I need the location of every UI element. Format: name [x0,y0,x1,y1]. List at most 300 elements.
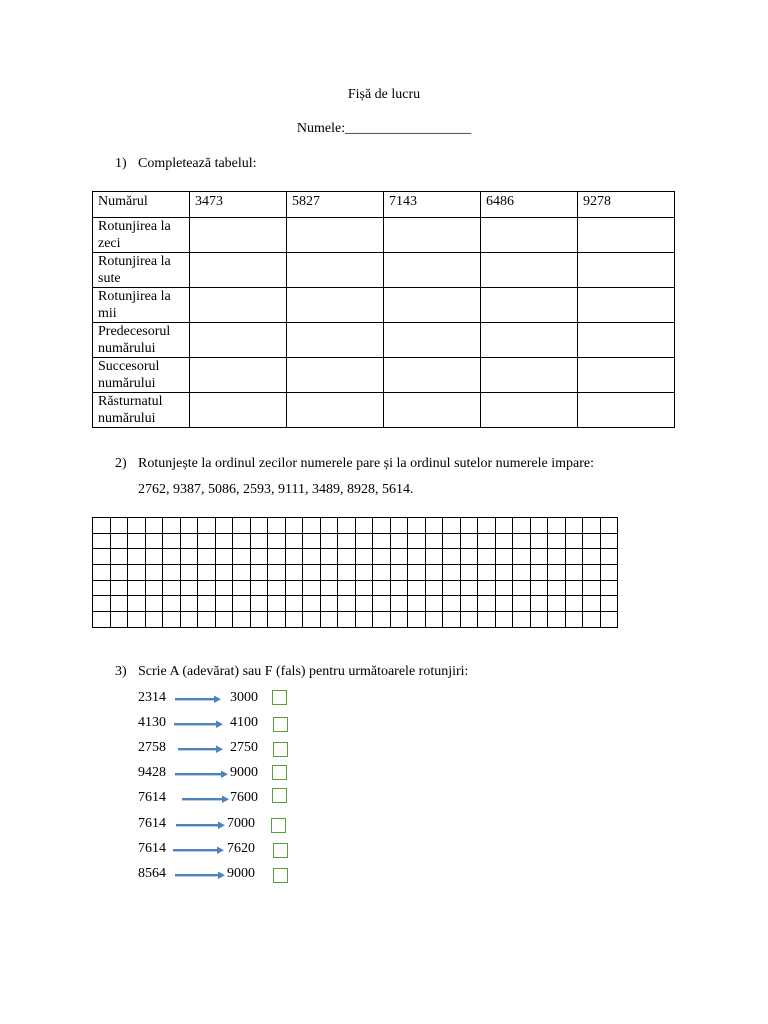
grid-cell[interactable] [180,596,198,612]
q1-text: Completează tabelul: [138,156,257,171]
answer-cell[interactable] [578,218,675,253]
grid-cell[interactable] [478,549,496,565]
answer-cell[interactable] [287,253,384,288]
answer-checkbox[interactable] [272,788,287,803]
grid-cell[interactable] [128,596,146,612]
grid-cell[interactable] [198,580,216,596]
grid-cell[interactable] [460,596,478,612]
grid-cell[interactable] [495,565,513,581]
grid-cell[interactable] [355,612,373,628]
grid-cell[interactable] [215,518,233,534]
grid-cell[interactable] [180,518,198,534]
grid-cell[interactable] [303,596,321,612]
grid-cell[interactable] [110,549,128,565]
rounding-item [138,765,308,785]
grid-cell[interactable] [268,565,286,581]
answer-cell[interactable] [578,358,675,393]
grid-cell[interactable] [355,580,373,596]
grid-cell[interactable] [268,549,286,565]
answer-cell[interactable] [287,358,384,393]
grid-cell[interactable] [478,518,496,534]
grid-row [93,518,618,534]
grid-cell[interactable] [303,518,321,534]
grid-cell[interactable] [110,580,128,596]
grid-cell[interactable] [548,596,566,612]
grid-cell[interactable] [268,580,286,596]
answer-checkbox[interactable] [272,690,287,705]
table-row [93,218,675,253]
grid-cell[interactable] [513,580,531,596]
rounding-item [138,715,308,735]
number-cell: 6486 [481,192,578,218]
grid-cell[interactable] [460,580,478,596]
grid-cell[interactable] [198,612,216,628]
grid-cell[interactable] [320,596,338,612]
grid-cell[interactable] [303,533,321,549]
grid-cell[interactable] [495,518,513,534]
grid-cell[interactable] [215,533,233,549]
grid-cell[interactable] [320,518,338,534]
grid-cell[interactable] [373,549,391,565]
grid-cell[interactable] [338,533,356,549]
grid-cell[interactable] [548,533,566,549]
rounded-number: 4100 [230,715,258,730]
grid-cell[interactable] [163,596,181,612]
grid-cell[interactable] [583,580,601,596]
grid-cell[interactable] [180,549,198,565]
grid-cell[interactable] [338,518,356,534]
grid-cell[interactable] [478,596,496,612]
answer-checkbox[interactable] [271,818,286,833]
grid-cell[interactable] [320,565,338,581]
grid-cell[interactable] [180,533,198,549]
answer-checkbox[interactable] [273,868,288,883]
grid-row [93,580,618,596]
grid-cell[interactable] [373,518,391,534]
grid-cell[interactable] [180,580,198,596]
grid-cell[interactable] [408,565,426,581]
row-label: Rotunjirea la zeci [93,218,190,253]
rounding-item [138,841,308,861]
grid-cell[interactable] [250,533,268,549]
answer-cell[interactable] [384,288,481,323]
rounding-item [138,816,308,836]
table-row [93,323,675,358]
grid-cell[interactable] [250,518,268,534]
answer-cell[interactable] [287,218,384,253]
grid-cell[interactable] [513,533,531,549]
grid-cell[interactable] [93,612,111,628]
q2-text: Rotunjește la ordinul zecilor numerele pare și la ordinul sutelor numerele impare: [138,456,595,471]
grid-cell[interactable] [233,565,251,581]
grid-cell[interactable] [320,580,338,596]
grid-cell[interactable] [250,596,268,612]
grid-cell[interactable] [443,596,461,612]
grid-cell[interactable] [355,565,373,581]
grid-cell[interactable] [338,549,356,565]
grid-cell[interactable] [565,565,583,581]
answer-cell[interactable] [481,323,578,358]
grid-cell[interactable] [233,596,251,612]
grid-cell[interactable] [93,596,111,612]
grid-cell[interactable] [390,518,408,534]
grid-cell[interactable] [513,518,531,534]
grid-cell[interactable] [303,549,321,565]
grid-cell[interactable] [215,612,233,628]
grid-cell[interactable] [93,549,111,565]
grid-cell[interactable] [565,612,583,628]
answer-cell[interactable] [287,393,384,428]
grid-cell[interactable] [390,565,408,581]
grid-cell[interactable] [390,612,408,628]
answer-cell[interactable] [384,358,481,393]
grid-cell[interactable] [600,580,618,596]
answer-cell[interactable] [384,218,481,253]
rounded-number: 9000 [227,866,255,881]
grid-cell[interactable] [128,549,146,565]
grid-cell[interactable] [390,596,408,612]
grid-cell[interactable] [530,533,548,549]
grid-cell[interactable] [338,565,356,581]
original-number: 7614 [138,841,166,856]
grid-cell[interactable] [478,565,496,581]
grid-cell[interactable] [600,565,618,581]
grid-cell[interactable] [145,518,163,534]
grid-cell[interactable] [373,580,391,596]
grid-cell[interactable] [443,612,461,628]
grid-cell[interactable] [355,533,373,549]
grid-cell[interactable] [268,518,286,534]
grid-cell[interactable] [285,596,303,612]
grid-cell[interactable] [145,549,163,565]
grid-cell[interactable] [338,596,356,612]
header-label-cell: Numărul [93,192,190,218]
grid-cell[interactable] [495,549,513,565]
row-label: Rotunjirea la sute [93,253,190,288]
grid-cell[interactable] [128,518,146,534]
grid-cell[interactable] [93,580,111,596]
grid-cell[interactable] [198,549,216,565]
grid-cell[interactable] [425,533,443,549]
grid-cell[interactable] [233,612,251,628]
grid-cell[interactable] [180,565,198,581]
answer-checkbox[interactable] [273,843,288,858]
grid-cell[interactable] [285,565,303,581]
grid-cell[interactable] [198,565,216,581]
grid-cell[interactable] [565,518,583,534]
grid-cell[interactable] [128,533,146,549]
grid-cell[interactable] [530,612,548,628]
answer-cell[interactable] [190,288,287,323]
grid-cell[interactable] [513,565,531,581]
arrow-right-icon [173,845,225,855]
grid-cell[interactable] [285,580,303,596]
answer-cell[interactable] [578,288,675,323]
grid-cell[interactable] [548,549,566,565]
grid-cell[interactable] [338,612,356,628]
grid-cell[interactable] [530,549,548,565]
answer-cell[interactable] [481,288,578,323]
grid-cell[interactable] [268,612,286,628]
original-number: 9428 [138,765,166,780]
grid-cell[interactable] [565,549,583,565]
original-number: 2758 [138,740,166,755]
grid-cell[interactable] [233,549,251,565]
grid-cell[interactable] [495,580,513,596]
grid-cell[interactable] [425,612,443,628]
grid-cell[interactable] [565,580,583,596]
grid-cell[interactable] [145,565,163,581]
arrow-right-icon [174,719,224,729]
grid-cell[interactable] [128,565,146,581]
row-label: Succesorul numărului [93,358,190,393]
grid-cell[interactable] [320,612,338,628]
grid-cell[interactable] [110,565,128,581]
grid-cell[interactable] [548,612,566,628]
name-line: Numele:__________________ [296,121,472,136]
answer-cell[interactable] [384,253,481,288]
grid-cell[interactable] [600,549,618,565]
answer-cell[interactable] [481,253,578,288]
answer-checkbox[interactable] [273,717,288,732]
original-number: 2314 [138,690,166,705]
grid-cell[interactable] [600,518,618,534]
grid-cell[interactable] [180,612,198,628]
grid-cell[interactable] [583,612,601,628]
grid-cell[interactable] [443,580,461,596]
grid-cell[interactable] [110,596,128,612]
grid-cell[interactable] [408,549,426,565]
grid-cell[interactable] [548,580,566,596]
grid-cell[interactable] [338,580,356,596]
grid-cell[interactable] [425,596,443,612]
rounding-item [138,866,308,886]
answer-cell[interactable] [578,393,675,428]
grid-cell[interactable] [425,565,443,581]
grid-row [93,533,618,549]
grid-cell[interactable] [408,518,426,534]
grid-cell[interactable] [373,565,391,581]
grid-cell[interactable] [495,596,513,612]
answer-cell[interactable] [190,323,287,358]
grid-cell[interactable] [145,533,163,549]
grid-cell[interactable] [530,518,548,534]
answer-cell[interactable] [287,288,384,323]
grid-cell[interactable] [320,533,338,549]
grid-cell[interactable] [600,612,618,628]
grid-cell[interactable] [425,580,443,596]
number-cell: 7143 [384,192,481,218]
grid-cell[interactable] [408,533,426,549]
grid-cell[interactable] [583,533,601,549]
grid-cell[interactable] [215,596,233,612]
original-number: 4130 [138,715,166,730]
table-row [93,253,675,288]
grid-cell[interactable] [548,565,566,581]
number-cell: 9278 [578,192,675,218]
grid-cell[interactable] [145,612,163,628]
row-label: Rotunjirea la mii [93,288,190,323]
grid-cell[interactable] [355,596,373,612]
arrow-right-icon [176,820,226,830]
grid-cell[interactable] [548,518,566,534]
q2-numbers: 2762, 9387, 5086, 2593, 9111, 3489, 8928, 5614. [138,482,414,497]
grid-cell[interactable] [285,533,303,549]
number-cell: 3473 [190,192,287,218]
grid-cell[interactable] [583,565,601,581]
page-title: Fișă de lucru [347,87,421,102]
table-header-row [93,192,675,218]
answer-cell[interactable] [578,323,675,358]
answer-cell[interactable] [481,393,578,428]
grid-cell[interactable] [303,612,321,628]
grid-cell[interactable] [443,549,461,565]
grid-cell[interactable] [495,533,513,549]
grid-cell[interactable] [460,612,478,628]
grid-cell[interactable] [303,565,321,581]
answer-cell[interactable] [384,323,481,358]
grid-cell[interactable] [565,596,583,612]
grid-cell[interactable] [268,596,286,612]
grid-cell[interactable] [478,612,496,628]
grid-cell[interactable] [460,518,478,534]
grid-cell[interactable] [128,580,146,596]
grid-cell[interactable] [93,565,111,581]
grid-cell[interactable] [250,549,268,565]
grid-cell[interactable] [93,533,111,549]
grid-cell[interactable] [163,533,181,549]
grid-cell[interactable] [513,549,531,565]
grid-cell[interactable] [355,549,373,565]
grid-row [93,596,618,612]
rounding-item [138,790,308,810]
grid-cell[interactable] [128,612,146,628]
grid-cell[interactable] [163,580,181,596]
grid-cell[interactable] [163,612,181,628]
grid-cell[interactable] [460,533,478,549]
answer-checkbox[interactable] [273,742,288,757]
grid-cell[interactable] [320,549,338,565]
grid-cell[interactable] [443,565,461,581]
arrow-right-icon [182,794,230,804]
grid-cell[interactable] [198,518,216,534]
grid-cell[interactable] [250,612,268,628]
grid-cell[interactable] [408,596,426,612]
grid-cell[interactable] [373,612,391,628]
grid-cell[interactable] [513,596,531,612]
grid-row [93,565,618,581]
grid-cell[interactable] [390,580,408,596]
answer-cell[interactable] [190,393,287,428]
grid-cell[interactable] [110,518,128,534]
number-cell: 5827 [287,192,384,218]
grid-cell[interactable] [145,596,163,612]
grid-cell[interactable] [285,549,303,565]
grid-cell[interactable] [408,612,426,628]
grid-cell[interactable] [460,565,478,581]
rounded-number: 9000 [230,765,258,780]
arrow-right-icon [178,744,224,754]
grid-cell[interactable] [565,533,583,549]
grid-cell[interactable] [215,565,233,581]
grid-cell[interactable] [250,565,268,581]
answer-cell[interactable] [578,253,675,288]
answer-cell[interactable] [481,358,578,393]
grid-cell[interactable] [443,533,461,549]
table-row [93,393,675,428]
grid-cell[interactable] [425,518,443,534]
grid-cell[interactable] [583,549,601,565]
grid-cell[interactable] [163,549,181,565]
grid-cell[interactable] [390,533,408,549]
grid-cell[interactable] [198,596,216,612]
rounding-table [92,191,675,428]
grid-cell[interactable] [600,533,618,549]
answer-cell[interactable] [190,253,287,288]
grid-cell[interactable] [600,596,618,612]
answer-cell[interactable] [384,393,481,428]
answer-cell[interactable] [481,218,578,253]
grid-cell[interactable] [110,533,128,549]
grid-cell[interactable] [373,596,391,612]
grid-cell[interactable] [215,549,233,565]
grid-row [93,549,618,565]
rounding-item [138,690,308,710]
grid-cell[interactable] [390,549,408,565]
grid-cell[interactable] [583,596,601,612]
grid-cell[interactable] [250,580,268,596]
grid-cell[interactable] [530,596,548,612]
original-number: 8564 [138,866,166,881]
grid-cell[interactable] [233,533,251,549]
grid-cell[interactable] [530,565,548,581]
grid-cell[interactable] [198,533,216,549]
rounded-number: 7620 [227,841,255,856]
answer-cell[interactable] [287,323,384,358]
original-number: 7614 [138,816,166,831]
squared-grid[interactable] [92,517,618,628]
grid-cell[interactable] [268,533,286,549]
grid-cell[interactable] [408,580,426,596]
grid-cell[interactable] [443,518,461,534]
grid-cell[interactable] [495,612,513,628]
grid-cell[interactable] [285,518,303,534]
answer-cell[interactable] [190,218,287,253]
grid-cell[interactable] [355,518,373,534]
answer-cell[interactable] [190,358,287,393]
grid-cell[interactable] [93,518,111,534]
grid-cell[interactable] [303,580,321,596]
grid-cell[interactable] [513,612,531,628]
grid-cell[interactable] [215,580,233,596]
grid-cell[interactable] [233,518,251,534]
grid-cell[interactable] [285,612,303,628]
grid-cell[interactable] [478,533,496,549]
grid-cell[interactable] [478,580,496,596]
grid-cell[interactable] [163,565,181,581]
grid-cell[interactable] [110,612,128,628]
row-label: Predecesorul numărului [93,323,190,358]
grid-cell[interactable] [425,549,443,565]
grid-cell[interactable] [530,580,548,596]
grid-cell[interactable] [460,549,478,565]
grid-cell[interactable] [145,580,163,596]
grid-cell[interactable] [583,518,601,534]
grid-cell[interactable] [163,518,181,534]
grid-cell[interactable] [373,533,391,549]
answer-checkbox[interactable] [272,765,287,780]
grid-cell[interactable] [233,580,251,596]
